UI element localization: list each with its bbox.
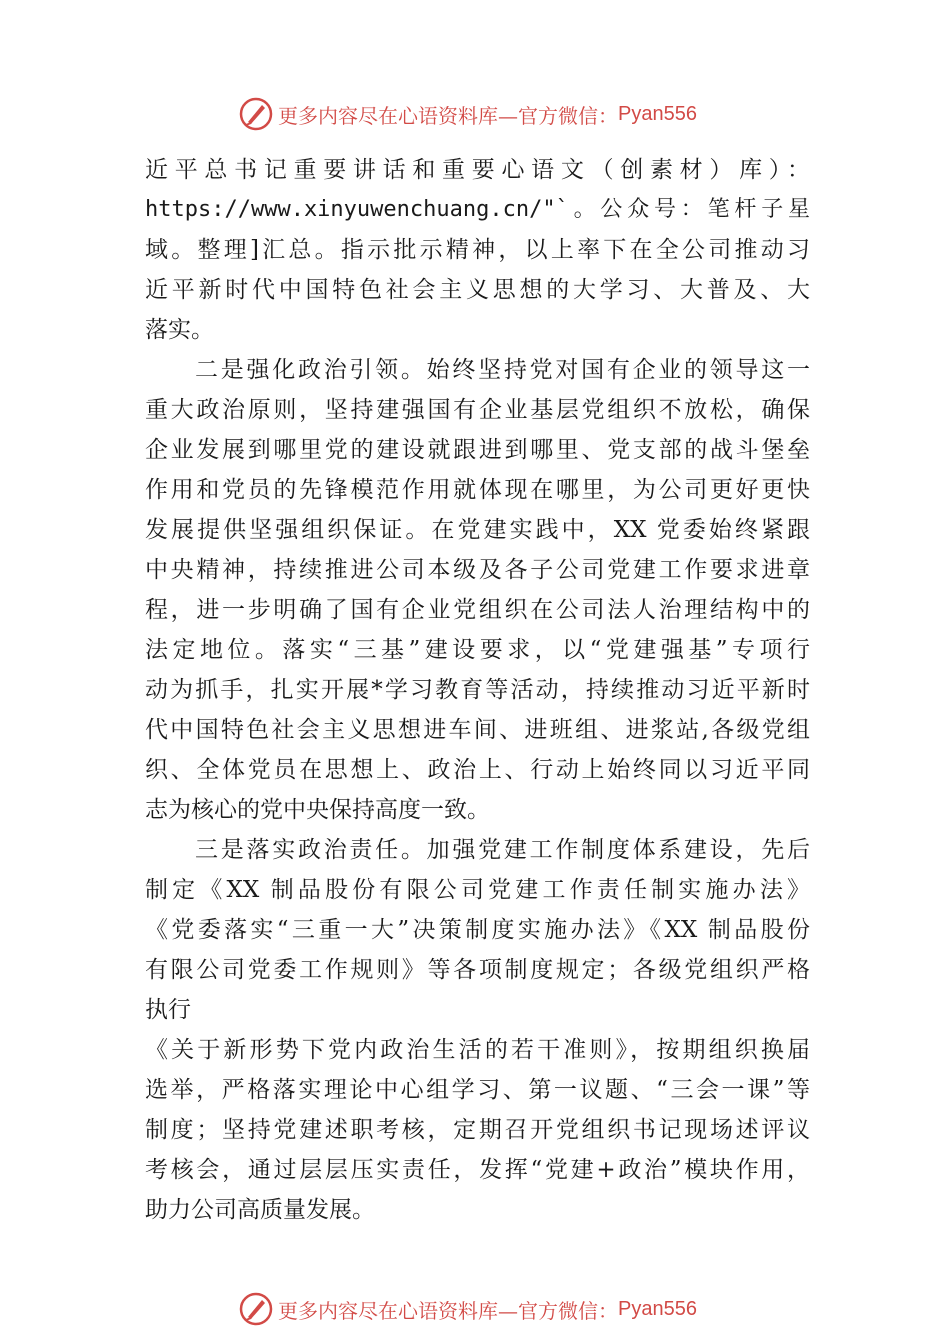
text-line: 制定《XX 制品股份有限公司党建工作责任制实施办法》 [145,877,810,903]
text-line: 《党委落实“三重一大”决策制度实施办法》《XX 制品股份 [145,917,810,943]
footer-watermark-banner [238,1290,738,1328]
text-line: 近平总书记重要讲话和重要心语文（创素材）库）： [145,157,810,183]
text-line: 近平新时代中国特色社会主义思想的大学习、大普及、大 [145,277,810,303]
text-line: 《关于新形势下党内政治生活的若干准则》，按期组织换届 [145,1037,810,1063]
text-line: 制度；坚持党建述职考核，定期召开党组织书记现场述评议 [145,1117,810,1143]
header-watermark-banner [238,95,738,133]
text-line: 有限公司党委工作规则》等各项制度规定；各级党组织严格 [145,957,810,983]
text-line: 织、全体党员在思想上、政治上、行动上始终同以习近平同 [145,757,810,783]
quill-logo-icon [238,96,274,132]
header-banner-wechat-id: Pyan556 [618,102,697,125]
text-line: 企业发展到哪里党的建设就跟进到哪里、党支部的战斗堡垒 [145,437,810,463]
text-line: 执行 [145,997,191,1023]
text-line: 域。整理]汇总。指示批示精神，以上率下在全公司推动习 [145,237,810,263]
paragraph-start-line: 二是强化政治引领。始终坚持党对国有企业的领导这一 [195,357,810,383]
text-line: 发展提供坚强组织保证。在党建实践中，XX 党委始终紧跟 [145,517,810,543]
text-line: 法定地位。落实“三基”建设要求，以“党建强基”专项行 [145,637,810,663]
document-body [145,150,810,1230]
text-line: 选举，严格落实理论中心组学习、第一议题、“三会一课”等 [145,1077,810,1103]
text-line: 助力公司高质量发展。 [145,1197,375,1223]
footer-banner-text: 更多内容尽在心语资料库—官方微信： [278,1298,618,1323]
quill-logo-icon [238,1291,274,1327]
text-line: 程，进一步明确了国有企业党组织在公司法人治理结构中的 [145,597,810,623]
text-line: 中央精神，持续推进公司本级及各子公司党建工作要求进章 [145,557,810,583]
text-line: 考核会，通过层层压实责任，发挥“党建+政治”模块作用， [145,1157,810,1183]
text-line: 代中国特色社会主义思想进车间、进班组、进浆站,各级党组 [145,717,810,743]
text-line: 动为抓手，扎实开展*学习教育等活动，持续推动习近平新时 [145,677,810,703]
paragraph-start-line: 三是落实政治责任。加强党建工作制度体系建设，先后 [195,837,810,863]
text-line-url: https://www.xinyuwenchuang.cn/"`。公众号：笔杆子星 [145,197,810,222]
text-line: 重大政治原则，坚持建强国有企业基层党组织不放松，确保 [145,397,810,423]
text-line: 作用和党员的先锋模范作用就体现在哪里，为公司更好更快 [145,477,810,503]
text-line: 落实。 [145,317,214,343]
footer-banner-wechat-id: Pyan556 [618,1297,697,1320]
header-banner-text: 更多内容尽在心语资料库—官方微信： [278,103,618,128]
text-line: 志为核心的党中央保持高度一致。 [145,797,490,823]
